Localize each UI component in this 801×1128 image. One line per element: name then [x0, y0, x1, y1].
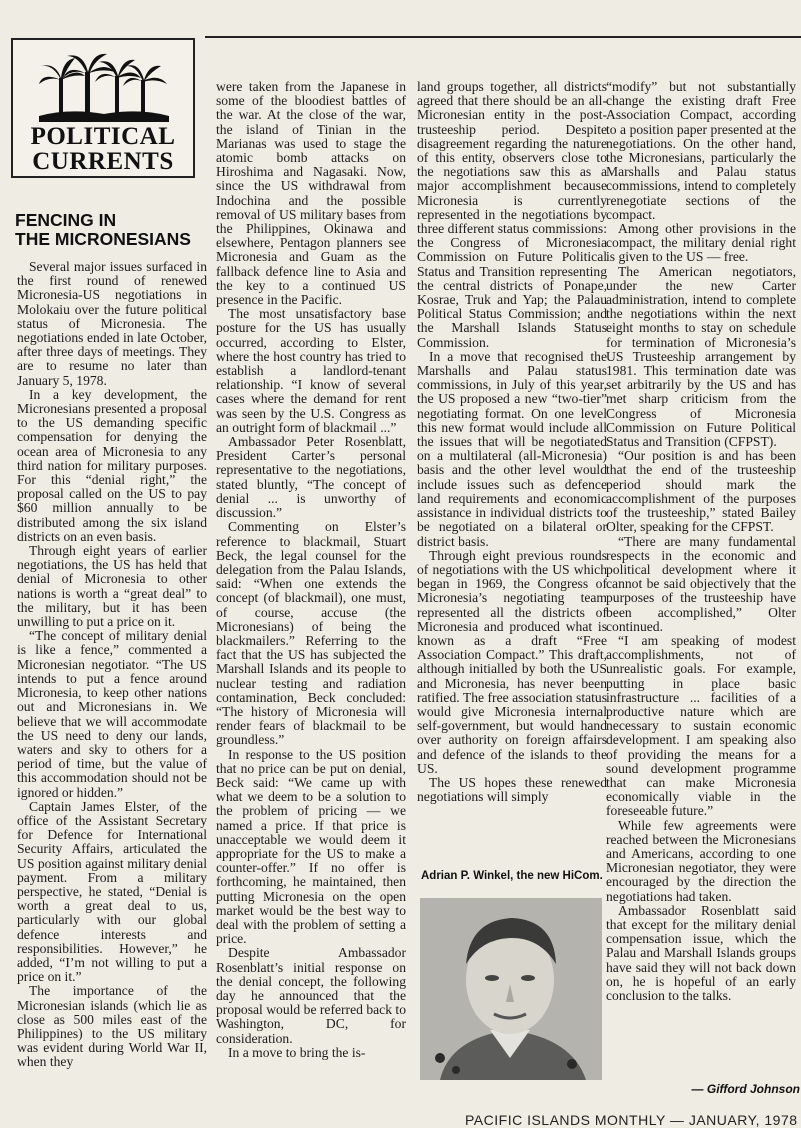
paragraph: In a key development, the Micronesians presented a proposal to the US demanding specific compensation for denying the ocean area of Micronesia to any third nation for military purposes. For this “denial right,” the proposal called on the US to pay $60 million annually to be distributed among the six island districts on an even basis. [17, 386, 207, 544]
article-headline [15, 211, 205, 249]
paragraph: While few agreements were reached between the Micronesians and Americans, according to one Micronesian negotiator, they were encouraged by the direction the negotiations had taken. [606, 817, 796, 904]
paragraph: In a move to bring the is- [228, 1044, 366, 1060]
paragraph: The most unsatisfactory base posture for the US has usually occurred, according to Elster, where the host country has tried to establish a landlord-tenant relationship. “I know of several cases where the demand for rent was seen by the U.S. Congress as an outright form of blackmail ...” [216, 306, 406, 435]
masthead-title-line2: CURRENTS [32, 148, 174, 175]
top-rule [205, 36, 801, 38]
paragraph: land groups together, all districts agreed that there should be an all-Micronesian entity in the post-trusteeship period. Despite disagreement regarding the nature of this entity, observers close to the negotiations saw this as a major accomplishment because Micronesia is currently represented in the negotiations by three different status commissions: the Congress of Micronesia Commission on Future Political Status and Transition representing the central districts of Ponape, Kosrae, Truk and Yap; the Palau Political Status Commission; and the Marshall Islands Status Commission. [417, 79, 607, 350]
article-byline: — Gifford Johnson [691, 1082, 800, 1096]
portrait-photo [420, 898, 602, 1080]
photo-caption: Adrian P. Winkel, the new HiCom. [421, 870, 603, 882]
page-footer: PACIFIC ISLANDS MONTHLY — JANUARY, 1978 [465, 1112, 798, 1128]
section-masthead [11, 38, 195, 178]
paragraph: In response to the US position that no price can be put on denial, Beck said: “We came up with what we deem to be a solution to the problem of pricing — we named a price. If that price is unacceptable we would deem it appropriate for the US to make a counter-offer.” If no offer is forthcoming, he maintained, then putting Micronesia on the open market would be the best way to deal with the problem of setting a price. [216, 746, 406, 947]
paragraph: Commenting on Elster’s reference to blackmail, Stuart Beck, the legal counsel for the delegation from the Palau Islands, said: “When one extends the concept (of blackmail), one must, of course, accuse (the Micronesians) of being the blackmailers.” Referring to the fact that the US has subjected the Marshall Islands and its people to nuclear testing and radiation contamination, Beck concluded: “The history of Micronesia will render fears of blackmail to be groundless.” [216, 519, 406, 748]
paragraph: The importance of the Micronesian islands (which lie as close as 500 miles east of the Philippines) to the US military was evident during World War II, when they [17, 983, 207, 1070]
paragraph: Among other provisions in the compact, the military denial right is given to the US — free. [606, 221, 796, 265]
paragraph: Through eight previous rounds of negotiations with the US which began in 1969, the Congress of Micronesia’s negotiating team represented all the districts of Micronesia and produced what is known as a draft “Free Association Compact.” This draft, although initialled by both the US and Micronesia, has never been ratified. The free association status would give Micronesia internal self-government, but would hand over authority on foreign affairs and defence of the islands to the US. [417, 547, 607, 776]
paragraph: “modify” but not substantially change the existing draft Free Association Compact, according to a position paper presented at the negotiations. On the other hand, the Micronesians, particularly the Marshalls and Palau status commissions, intend to completely renegotiate sections of the compact. [606, 79, 796, 222]
paragraph: The American negotiators, under the new Carter administration, intend to complete the negotiations within the next eight months to stay on schedule for termination of Micronesia’s US Trusteeship arrangement by 1981. This termination date was set arbitrarily by the US and has met sharp criticism from the Congress of Micronesia Commission on Future Political Status and Transition (CFPST). [606, 263, 796, 450]
paragraph: Ambassador Peter Rosenblatt, President Carter’s personal representative to the negotiations, stated bluntly, “The concept of denial ... is unworthy of discussion.” [216, 434, 406, 521]
article-column-1 [17, 260, 207, 1070]
palm-trees-icon [39, 50, 169, 122]
paragraph: were taken from the Japanese in some of the bloodiest battles of the war. At the close of the war, the island of Tinian in the Marianas was used to stage the atomic bomb attacks on Hiroshima and Nagasaki. Now, since the US withdrawal from Indochina and the possible removal of US military bases from the Philippines, Okinawa and elsewhere, Pentagon planners see Micronesia and Guam as the fallback defence line to Asia and the key to a continued US presence in the Pacific. [216, 79, 406, 308]
paragraph: “There are many fundamental respects in the economic and political development where it cannot be said objectively that the purposes of the trusteeship have been accomplished,” Olter continued. [606, 533, 796, 634]
headline-line2: THE MICRONESIANS [15, 229, 191, 249]
paragraph: Despite Ambassador Rosenblatt’s initial response on the denial concept, the following day he announced that the proposal would be referred back to Washington, DC, for consideration. [216, 945, 406, 1046]
paragraph: Through eight years of earlier negotiations, the US has held that denial of Micronesia to other nations is worth a “great deal” to the military, but it has been unwilling to put a price on it. [17, 543, 207, 630]
paragraph: Several major issues surfaced in the first round of renewed Micronesia-US negotiations in Molokaiu over the future political status of Micronesia. The negotiations ended in late October, after three days of meetings. They are to resume no later than January 5, 1978. [17, 259, 207, 388]
paragraph: Ambassador Rosenblatt said that except for the military denial compensation issue, which the Palau and Marshall Islands groups have said they will not back down on, he is hopeful of an early conclusion to the talks. [606, 902, 796, 1003]
paragraph: “Our position is and has been that the end of the trusteeship period should mark the accomplishment of the purposes of the trusteeship,” stated Bailey Olter, speaking for the CFPST. [606, 448, 796, 535]
headline-line1: FENCING IN [15, 210, 117, 230]
article-column-3 [417, 80, 607, 804]
page-number [17, 1116, 41, 1127]
paragraph: Captain James Elster, of the office of the Assistant Secretary for Defence for International Security Affairs, articulated the US position against military denial payment. From a military perspective, he stated, “Denial is worth a great deal to us, particularly with our global defence interests and responsibilities. However,” he added, “I’m not willing to put a price on it.” [17, 798, 207, 985]
paragraph: “The concept of military denial is like a fence,” commented a Micronesian negotiator. “The US intends to put a fence around Micronesia, to keep other nations out and Micronesians in. We believe that we will accommodate the US need to deny our lands, waters and sky to others for a period of time, but the value of this accommodation should not be ignored or hidden.” [17, 628, 207, 800]
paragraph: In a move that recognised the Marshalls and Palau status commissions, in July of this year, the US proposed a new “two-tier” negotiating format. On one level this new format would include all the issues that will be negotiated on a multilateral (all-Micronesia) basis and the other level would include issues such as defence land requirements and economic assistance in individual districts to be negotiated on a bilateral or district basis. [417, 348, 607, 549]
paragraph: “I am speaking of modest accomplishments, not of unrealistic goals. For example, putting in place basic infrastructure ... facilities of a productive nature which are necessary to sustain economic development. I am speaking also of providing the means for a sound development programme that can make Micronesia economically viable in the foreseeable future.” [606, 632, 796, 819]
article-column-4 [606, 80, 796, 1003]
masthead-title-line1: POLITICAL [30, 123, 176, 150]
article-column-2 [216, 80, 406, 1060]
paragraph: The US hopes these renewed negotiations will simply [417, 774, 607, 805]
